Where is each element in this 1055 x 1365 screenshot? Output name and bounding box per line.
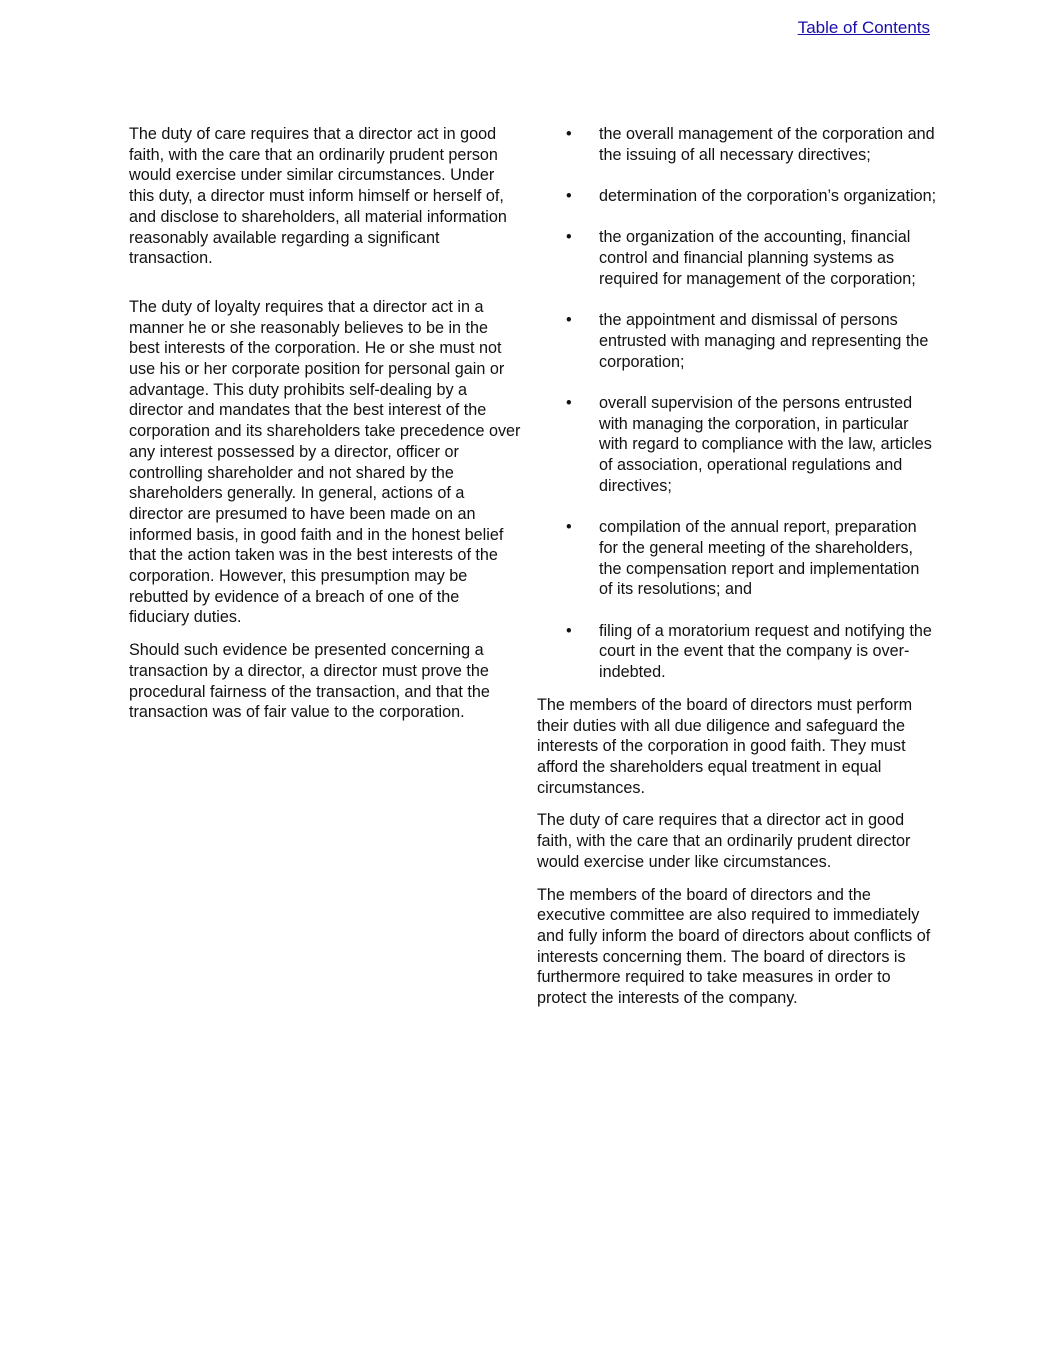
bullet-icon: • bbox=[566, 187, 572, 206]
list-item-text: determination of the corporation’s organization; bbox=[599, 187, 937, 206]
bullet-icon: • bbox=[566, 394, 572, 413]
list-item-text: the overall management of the corporation and the issuing of all necessary directives; bbox=[599, 125, 935, 164]
list-item-text: filing of a moratorium request and notifying the court in the event that the company is over-indebted. bbox=[599, 621, 932, 682]
board-duties-list bbox=[537, 124, 937, 683]
duty-of-care-paragraph: The duty of care requires that a director act in good faith, with the care that an ordinarily prudent person would exercise under similar circumstances. Under this duty, a director must inform himself or herself of, and disclose to shareholders, all material information reasonably available regarding a significant transaction. bbox=[129, 125, 507, 268]
list-item bbox=[537, 124, 937, 165]
list-item bbox=[537, 517, 937, 600]
table-of-contents-link[interactable]: Table of Contents bbox=[797, 18, 930, 37]
left-column bbox=[129, 124, 521, 723]
list-item-text: compilation of the annual report, preparation for the general meeting of the shareholders, the compensation report and implementation of its resolutions; and bbox=[599, 518, 920, 599]
list-item-text: overall supervision of the persons entrusted with managing the corporation, in particular with regard to compliance with the law, articles of association, operational regulations and directives; bbox=[599, 394, 932, 495]
list-item bbox=[537, 310, 937, 372]
director-duty-of-care-paragraph: The duty of care requires that a director act in good faith, with the care that an ordinarily prudent director would exercise under like circumstances. bbox=[537, 811, 911, 871]
conflicts-of-interest-paragraph: The members of the board of directors and the executive committee are also required to immediately and fully inform the board of directors about conflicts of interests concerning them. The board of directors is furthermore required to take measures in order to protect the interests of the company. bbox=[537, 885, 931, 1008]
list-item-text: the appointment and dismissal of persons entrusted with managing and representing the corporation; bbox=[599, 311, 929, 371]
list-item bbox=[537, 186, 937, 207]
right-column bbox=[537, 124, 937, 1009]
duty-of-loyalty-paragraph: The duty of loyalty requires that a director act in a manner he or she reasonably believes to be in the best interests of the corporation. He or she must not use his or her corporate position for personal gain or advantage. This duty prohibits self-dealing by a director and mandates that the best interest of the corporation and its shareholders take precedence over any interest possessed by a director, officer or controlling shareholder and not shared by the shareholders generally. In general, actions of a director are presumed to have been made on an informed basis, in good faith and in the honest belief that the action taken was in the best interests of the corporation. However, this presumption may be rebutted by evidence of a breach of one of the fiduciary duties. bbox=[129, 297, 521, 627]
bullet-icon: • bbox=[566, 311, 572, 330]
list-item bbox=[537, 227, 937, 289]
bullet-icon: • bbox=[566, 125, 572, 143]
list-item-text: the organization of the accounting, financial control and financial planning systems as required for management of the corporation; bbox=[599, 228, 916, 288]
list-item bbox=[537, 393, 937, 497]
board-diligence-paragraph: The members of the board of directors must perform their duties with all due diligence and safeguard the interests of the corporation in good faith. They must afford the shareholders equal treatment in equal circumstances. bbox=[537, 695, 913, 797]
list-item bbox=[537, 621, 937, 683]
bullet-icon: • bbox=[566, 228, 572, 247]
bullet-icon: • bbox=[566, 518, 572, 537]
procedural-fairness-paragraph: Should such evidence be presented concerning a transaction by a director, a director must prove the procedural fairness of the transaction, and that the transaction was of fair value to the corporation. bbox=[129, 641, 490, 722]
bullet-icon: • bbox=[566, 621, 572, 640]
